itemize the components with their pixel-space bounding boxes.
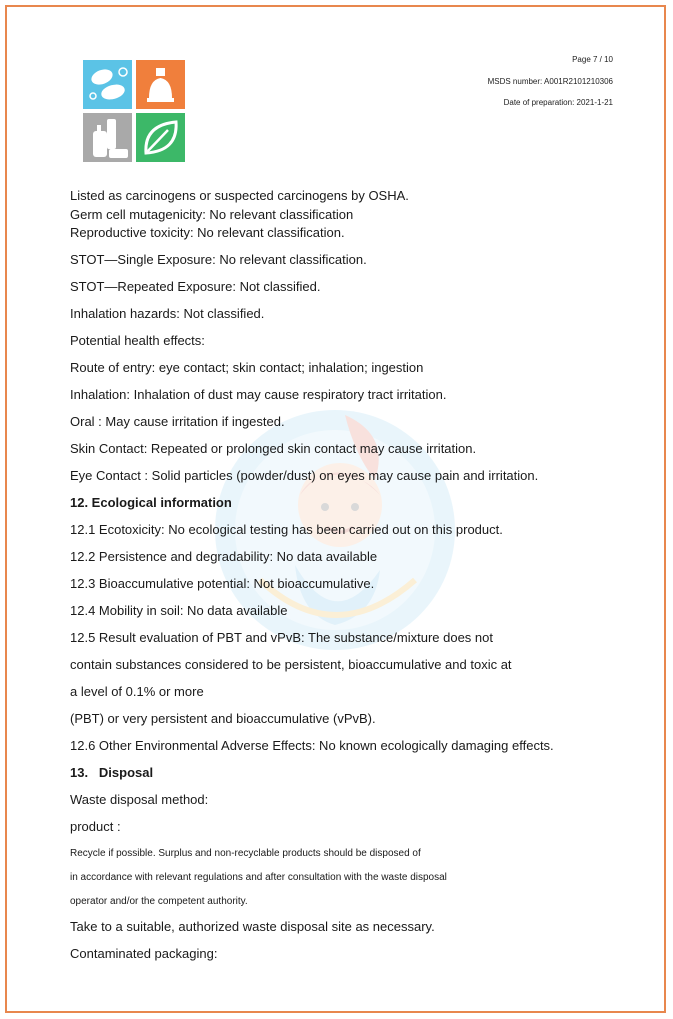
section-heading-13: 13. Disposal: [70, 765, 154, 780]
text-line: Inhalation hazards: Not classified.: [70, 306, 265, 321]
text-line: in accordance with relevant regulations and after consultation with the waste disposal: [70, 872, 447, 883]
cosmetics-icon: [83, 113, 132, 162]
text-line: Inhalation: Inhalation of dust may cause respiratory tract irritation.: [70, 387, 447, 402]
text-line: Potential health effects:: [70, 333, 205, 348]
text-line: Route of entry: eye contact; skin contact; inhalation; ingestion: [70, 360, 424, 375]
soap-icon: [83, 60, 132, 109]
company-logo: [83, 60, 185, 162]
text-line: 12.3 Bioaccumulative potential: Not bioaccumulative.: [70, 576, 375, 591]
text-line: STOT—Single Exposure: No relevant classification.: [70, 252, 367, 267]
text-line: Contaminated packaging:: [70, 946, 218, 961]
text-line: Oral : May cause irritation if ingested.: [70, 414, 285, 429]
text-line: 12.5 Result evaluation of PBT and vPvB: The substance/mixture does not: [70, 630, 493, 645]
text-line: Reproductive toxicity: No relevant classification.: [70, 225, 345, 240]
text-line: (PBT) or very persistent and bioaccumulative (vPvB).: [70, 711, 376, 726]
text-line: Germ cell mutagenicity: No relevant classification: [70, 207, 354, 222]
text-line: operator and/or the competent authority.: [70, 896, 248, 907]
date-of-preparation: Date of preparation: 2021-1-21: [503, 98, 613, 107]
text-line: 12.1 Ecotoxicity: No ecological testing has been carried out on this product.: [70, 522, 503, 537]
msds-number: MSDS number: A001R2101210306: [487, 77, 613, 86]
page-number: Page 7 / 10: [572, 55, 613, 64]
section-heading-12: 12. Ecological information: [70, 495, 232, 510]
text-line: Recycle if possible. Surplus and non-recyclable products should be disposed of: [70, 848, 421, 859]
text-line: a level of 0.1% or more: [70, 684, 204, 699]
text-line: Take to a suitable, authorized waste disposal site as necessary.: [70, 919, 435, 934]
leaf-icon: [136, 113, 185, 162]
text-line: STOT—Repeated Exposure: Not classified.: [70, 279, 321, 294]
text-line: 12.2 Persistence and degradability: No data available: [70, 549, 378, 564]
text-line: 12.6 Other Environmental Adverse Effects: No known ecologically damaging effects.: [70, 738, 554, 753]
text-line: Listed as carcinogens or suspected carcinogens by OSHA.: [70, 188, 409, 203]
text-line: Eye Contact : Solid particles (powder/dust) on eyes may cause pain and irritation.: [70, 468, 539, 483]
text-line: Waste disposal method:: [70, 792, 209, 807]
text-line: contain substances considered to be persistent, bioaccumulative and toxic at: [70, 657, 512, 672]
bottle-icon: [136, 60, 185, 109]
text-line: Skin Contact: Repeated or prolonged skin contact may cause irritation.: [70, 441, 477, 456]
text-line: product :: [70, 819, 121, 834]
text-line: 12.4 Mobility in soil: No data available: [70, 603, 288, 618]
